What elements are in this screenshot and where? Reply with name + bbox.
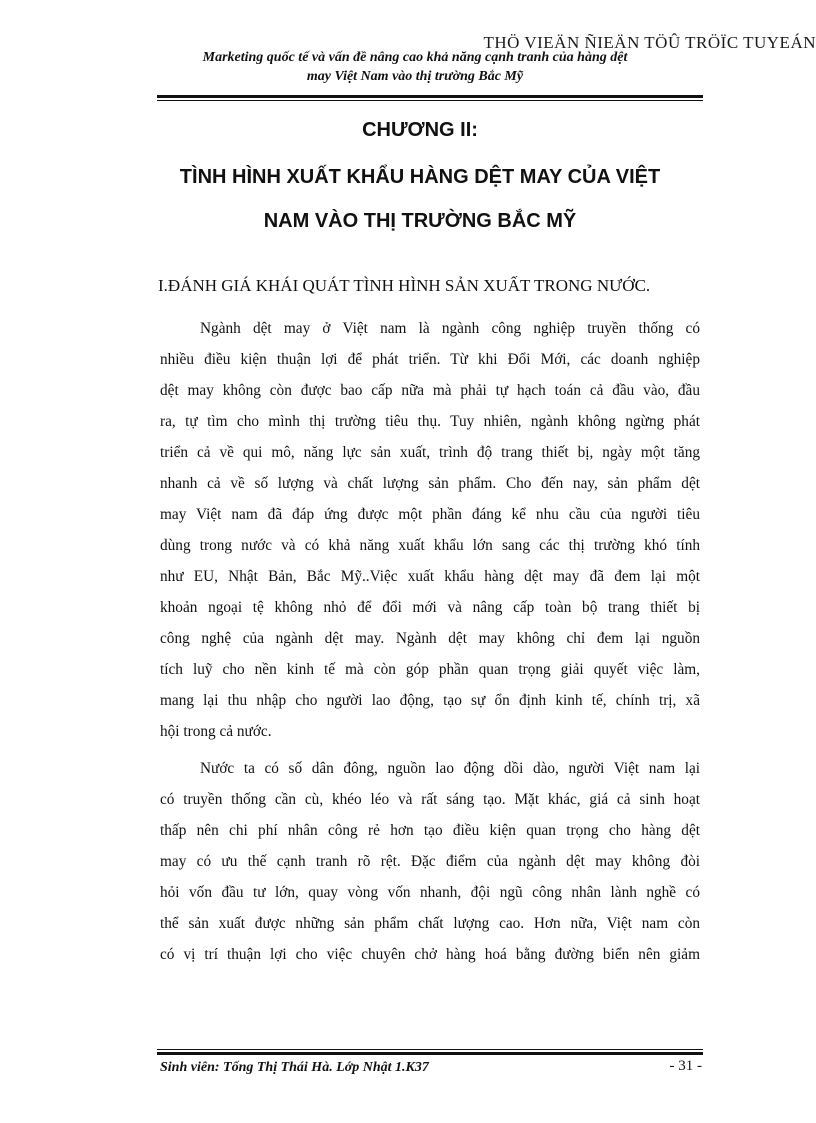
- paragraph-line: tích luỹ cho nền kinh tế mà còn góp phần quan trọng giải quyết việc làm,: [160, 661, 700, 678]
- paragraph-line: thấp nên chi phí nhân công rẻ hơn tạo điều kiện quan trọng cho hàng dệt: [160, 822, 700, 839]
- paragraph-line: có vị trí thuận lợi cho việc chuyên chở hàng hoá bằng đường biển nên giảm: [160, 946, 700, 963]
- paragraph-1: [160, 313, 700, 747]
- paragraph-line: Nước ta có số dân đông, nguồn lao động dồi dào, người Việt nam lại: [200, 760, 700, 777]
- paragraph-line: như EU, Nhật Bản, Bắc Mỹ..Việc xuất khẩu hàng dệt may đã đem lại một: [160, 568, 700, 585]
- paragraph-line: nhiều điều kiện thuận lợi để phát triển. Từ khi Đổi Mới, các doanh nghiệp: [160, 351, 700, 368]
- paragraph-line: triển cả về qui mô, năng lực sản xuất, trình độ trang thiết bị, ngày một tăng: [160, 444, 700, 461]
- running-header-line-1: Marketing quốc tế và vấn đề nâng cao khả năng cạnh tranh của hàng dệt: [202, 50, 628, 65]
- chapter-label: CHƯƠNG II:: [362, 119, 478, 141]
- watermark-text: THÖ VIEÄN ÑIEÄN TÖÛ TRÖÏC TUYEÁN: [483, 33, 816, 52]
- paragraph-line: hội trong cả nước.: [160, 723, 272, 740]
- paragraph-line: Ngành dệt may ở Việt nam là ngành công nghiệp truyền thống có: [200, 320, 700, 337]
- paragraph-2: [160, 753, 700, 970]
- chapter-title-line-1: TÌNH HÌNH XUẤT KHẨU HÀNG DỆT MAY CỦA VIỆT: [179, 166, 661, 188]
- section-heading: I.ĐÁNH GIÁ KHÁI QUÁT TÌNH HÌNH SẢN XUẤT TRONG NƯỚC.: [158, 276, 651, 295]
- paragraph-line: may có ưu thế cạnh tranh rõ rệt. Đặc điểm của ngành dệt may không đòi: [160, 853, 700, 870]
- page-number: - 31 -: [669, 1058, 702, 1074]
- running-header: [130, 48, 700, 86]
- footer-student-info: Sinh viên: Tống Thị Thái Hà. Lớp Nhật 1.K37: [160, 1060, 429, 1075]
- header-double-rule: [157, 95, 703, 101]
- paragraph-line: thể sản xuất được những sản phẩm chất lượng cao. Hơn nữa, Việt nam còn: [160, 915, 700, 932]
- paragraph-line: may Việt nam đã đáp ứng được một phần đáng kể nhu cầu của người tiêu: [160, 506, 700, 523]
- footer-double-rule: [157, 1049, 703, 1055]
- paragraph-line: công nghệ của ngành dệt may. Ngành dệt may không chỉ đem lại nguồn: [160, 630, 700, 647]
- paragraph-line: ra, tự tìm cho mình thị trường tiêu thụ. Tuy nhiên, ngành không ngừng phát: [160, 413, 700, 430]
- paragraph-line: nhanh cả về số lượng và chất lượng sản phẩm. Cho đến nay, sản phẩm dệt: [160, 475, 700, 492]
- chapter-title-line-2: NAM VÀO THỊ TRƯỜNG BẮC MỸ: [263, 210, 577, 232]
- paragraph-line: dệt may không còn được bao cấp nữa mà phải tự hạch toán cả đầu vào, đầu: [160, 382, 700, 399]
- paragraph-line: mang lại thu nhập cho người lao động, tạo sự ổn định kinh tế, chính trị, xã: [160, 692, 700, 709]
- paragraph-line: khoản ngoại tệ không nhỏ để đổi mới và nâng cấp toàn bộ trang thiết bị: [160, 599, 700, 616]
- paragraph-line: có truyền thống cần cù, khéo léo và rất sáng tạo. Mặt khác, giá cả sinh hoạt: [160, 791, 700, 808]
- paragraph-line: hỏi vốn đầu tư lớn, quay vòng vốn nhanh, đội ngũ công nhân lành nghề có: [160, 884, 700, 901]
- running-header-line-2: may Việt Nam vào thị trường Bắc Mỹ: [306, 69, 524, 84]
- paragraph-line: dùng trong nước và có khả năng xuất khẩu lớn sang các thị trường khó tính: [160, 537, 700, 554]
